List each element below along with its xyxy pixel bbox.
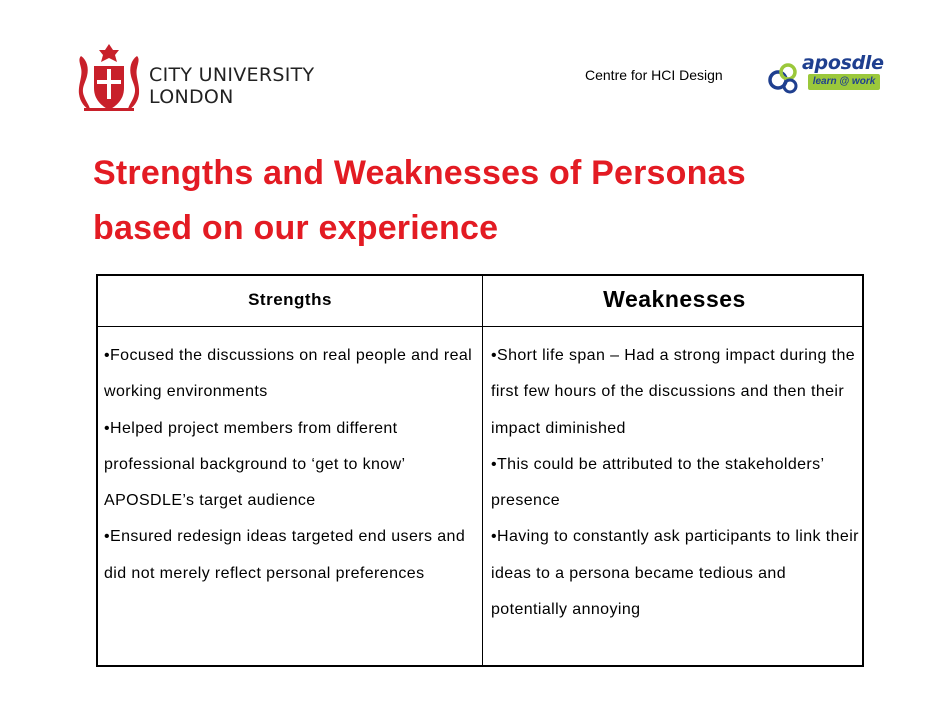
aposdle-wordmark: aposdle bbox=[802, 52, 884, 74]
slide-title-line1: Strengths and Weaknesses of Personas bbox=[93, 154, 746, 192]
weakness-item: •Having to constantly ask participants to link their ideas to a persona became tedious and potentially annoying bbox=[491, 528, 859, 619]
slide-title-line2: based on our experience bbox=[93, 209, 499, 247]
university-name bbox=[149, 64, 314, 108]
weakness-item: •This could be attributed to the stakeholders’ presence bbox=[491, 455, 824, 510]
column-divider bbox=[482, 276, 483, 665]
weakness-item: •Short life span – Had a strong impact during the first few hours of the discussions and then their impact diminished bbox=[491, 347, 856, 437]
aposdle-logo bbox=[766, 52, 896, 98]
weaknesses-cell bbox=[491, 338, 863, 628]
slide-title bbox=[93, 146, 746, 256]
aposdle-tagline: learn @ work bbox=[808, 74, 880, 90]
city-university-crest-icon bbox=[78, 42, 140, 114]
strengths-cell bbox=[104, 338, 476, 592]
header-divider bbox=[98, 326, 862, 327]
university-name-line1: CITY UNIVERSITY bbox=[149, 64, 315, 86]
weaknesses-header: Weaknesses bbox=[603, 286, 746, 312]
centre-label: Centre for HCI Design bbox=[585, 67, 723, 83]
strengths-weaknesses-table bbox=[96, 274, 864, 667]
strength-item: •Helped project members from different professional background to ‘get to know’ APOSDLE’s target audience bbox=[104, 419, 405, 510]
strengths-header: Strengths bbox=[248, 290, 332, 309]
strength-item: •Ensured redesign ideas targeted end users and did not merely reflect personal preferences bbox=[104, 528, 466, 582]
strength-item: •Focused the discussions on real people and real working environments bbox=[104, 347, 473, 401]
aposdle-rings-icon bbox=[766, 56, 802, 96]
university-name-line2: LONDON bbox=[149, 86, 234, 108]
